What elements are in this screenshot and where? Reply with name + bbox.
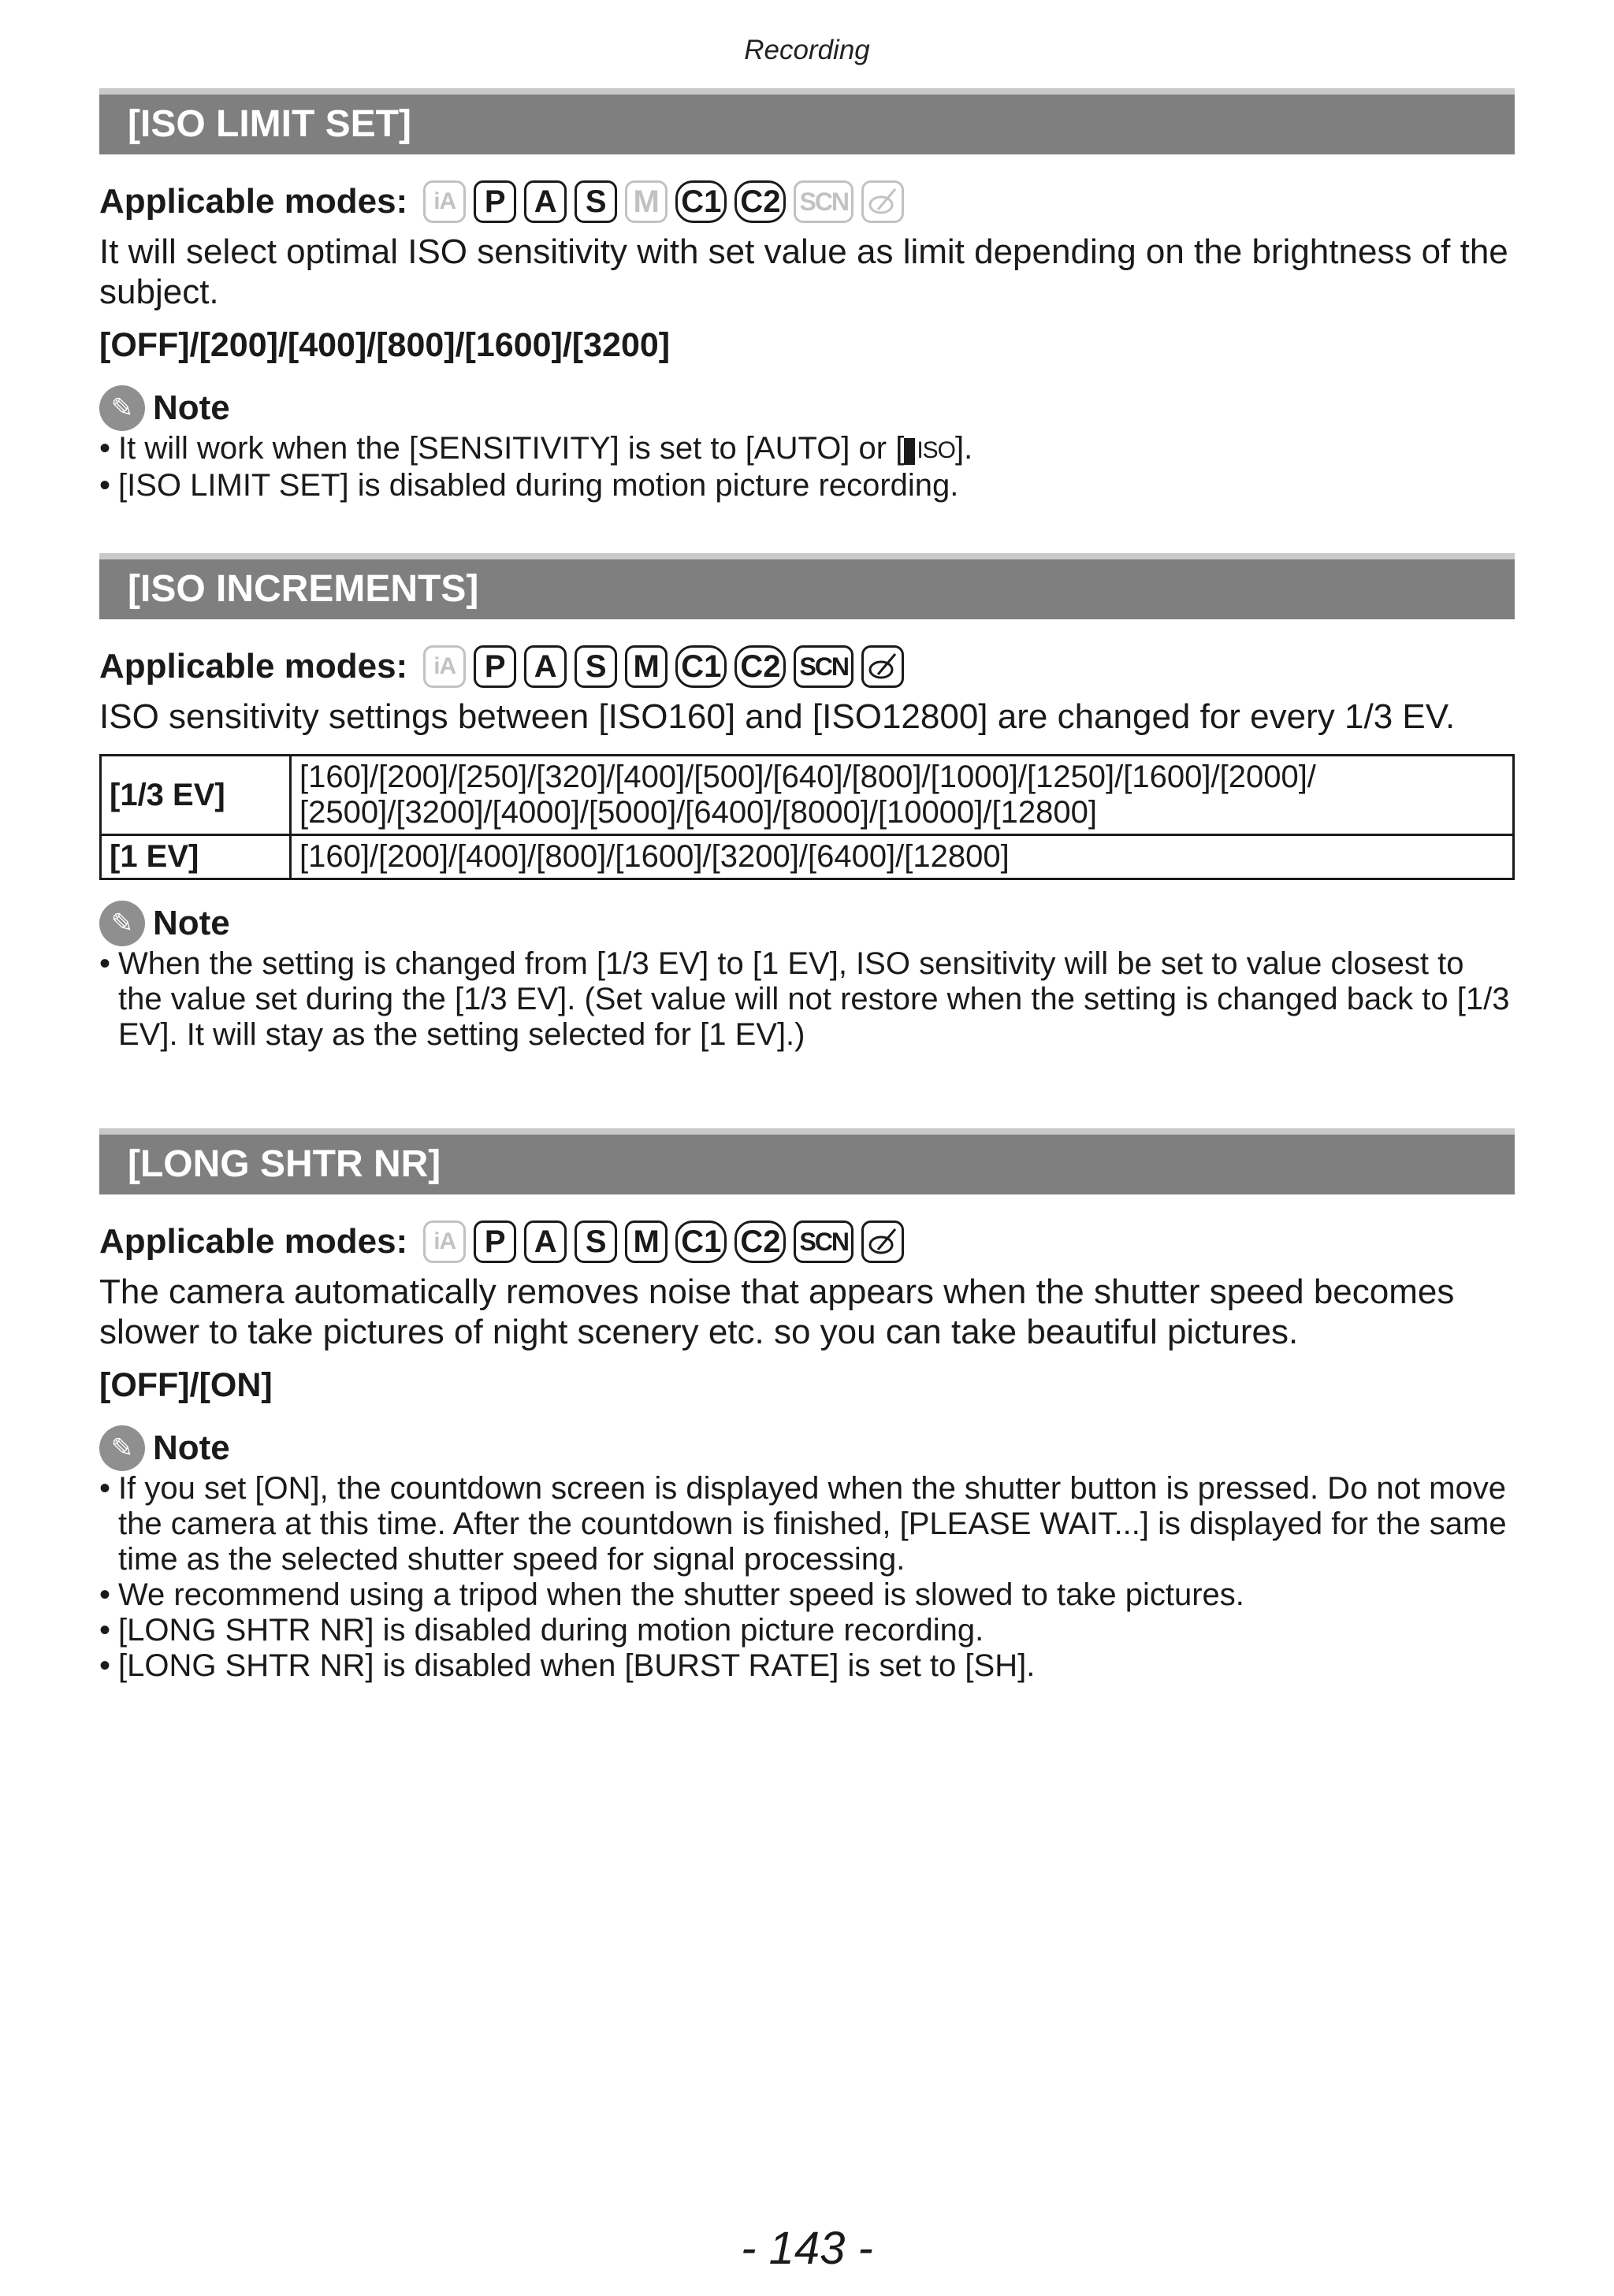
mode-s-icon: S xyxy=(575,645,617,688)
mode-p-icon: P xyxy=(474,1220,516,1263)
mode-m-icon: M xyxy=(625,645,668,688)
section-iso-limit-set xyxy=(99,88,1515,503)
applicable-modes-label: Applicable modes: xyxy=(99,647,408,685)
section-options: [OFF]/[200]/[400]/[800]/[1600]/[3200] xyxy=(99,326,671,364)
note-item: • When the setting is changed from [1/3 EV] to [1 EV], ISO sensitivity will be set to value closest to the value set during the [1/3 EV]. (Set value will not restore when the setting is changed back to [1/3 EV]. It will stay as the setting selected for [1 EV].) xyxy=(99,946,1515,1053)
table-row xyxy=(101,835,1514,879)
note-item: • [LONG SHTR NR] is disabled when [BURST RATE] is set to [SH]. xyxy=(99,1648,1515,1684)
mode-p-icon: P xyxy=(474,645,516,688)
creative-control-icon xyxy=(861,645,904,688)
note-text: ]. xyxy=(955,431,973,466)
table-cell-value: [160]/[200]/[250]/[320]/[400]/[500]/[640]/[800]/[1000]/[1250]/[1600]/[2000]/ [2500]/[3200]/[4000]/[5000]/[6400]/[8000]/[10000]/[12800] xyxy=(291,756,1514,835)
note-item: • [ISO LIMIT SET] is disabled during motion picture recording. xyxy=(99,468,1515,503)
section-long-shtr-nr xyxy=(99,1128,1515,1684)
intelligent-iso-icon: ISO xyxy=(904,433,955,468)
mode-ia-icon: iA xyxy=(423,645,466,688)
mode-a-icon: A xyxy=(524,1220,567,1263)
table-row xyxy=(101,756,1514,835)
iso-increments-table xyxy=(99,754,1515,880)
page-number: - 143 - xyxy=(741,2223,873,2274)
applicable-modes-label: Applicable modes: xyxy=(99,182,408,221)
mode-c1-icon: C1 xyxy=(675,1220,727,1263)
section-title: [ISO INCREMENTS] xyxy=(99,553,1515,619)
mode-c2-icon: C2 xyxy=(734,645,786,688)
note-header xyxy=(99,901,1515,946)
mode-scn-icon: SCN xyxy=(794,645,853,688)
note-label: Note xyxy=(153,1428,230,1467)
note-pencil-icon: ✎ xyxy=(99,385,145,431)
note-item: • [LONG SHTR NR] is disabled during motion picture recording. xyxy=(99,1613,1515,1648)
mode-a-icon: A xyxy=(524,645,567,688)
note-item: • If you set [ON], the countdown screen is displayed when the shutter button is pressed. Do not move the camera at this time. After the countdown is finished, [PLEASE WAIT...] is displayed for the same time as the selected shutter speed for signal processing. xyxy=(99,1471,1515,1577)
page-header-title: Recording xyxy=(744,35,870,65)
note-pencil-icon: ✎ xyxy=(99,1425,145,1471)
section-description: The camera automatically removes noise that appears when the shutter speed becomes slower to take pictures of night scenery etc. so you can take beautiful pictures. xyxy=(99,1272,1455,1351)
mode-c2-icon: C2 xyxy=(734,180,786,223)
applicable-modes-row xyxy=(99,641,1515,692)
section-description: ISO sensitivity settings between [ISO160] and [ISO12800] are changed for every 1/3 EV. xyxy=(99,697,1456,736)
mode-a-icon: A xyxy=(524,180,567,223)
applicable-modes-label: Applicable modes: xyxy=(99,1222,408,1261)
note-label: Note xyxy=(153,904,230,942)
table-cell-value: [160]/[200]/[400]/[800]/[1600]/[3200]/[6400]/[12800] xyxy=(291,835,1514,879)
creative-control-icon xyxy=(861,1220,904,1263)
mode-ia-icon: iA xyxy=(423,180,466,223)
applicable-modes-row xyxy=(99,1217,1515,1267)
mode-c1-icon: C1 xyxy=(675,180,727,223)
applicable-modes-row xyxy=(99,176,1515,227)
note-pencil-icon: ✎ xyxy=(99,901,145,946)
note-text: It will work when the [SENSITIVITY] is set to [AUTO] or [ xyxy=(118,431,905,466)
mode-m-icon: M xyxy=(625,180,668,223)
mode-p-icon: P xyxy=(474,180,516,223)
note-header xyxy=(99,1425,1515,1471)
mode-s-icon: S xyxy=(575,1220,617,1263)
mode-s-icon: S xyxy=(575,180,617,223)
section-iso-increments xyxy=(99,553,1515,1053)
mode-scn-icon: SCN xyxy=(794,1220,853,1263)
note-header xyxy=(99,385,1515,431)
note-label: Note xyxy=(153,388,230,427)
mode-m-icon: M xyxy=(625,1220,668,1263)
mode-scn-icon: SCN xyxy=(794,180,853,223)
note-item xyxy=(99,431,1515,468)
section-title: [ISO LIMIT SET] xyxy=(99,88,1515,154)
mode-ia-icon: iA xyxy=(423,1220,466,1263)
mode-c2-icon: C2 xyxy=(734,1220,786,1263)
section-title: [LONG SHTR NR] xyxy=(99,1128,1515,1194)
note-item: • We recommend using a tripod when the shutter speed is slowed to take pictures. xyxy=(99,1577,1515,1613)
creative-control-icon xyxy=(861,180,904,223)
section-options: [OFF]/[ON] xyxy=(99,1366,273,1404)
section-description: It will select optimal ISO sensitivity with set value as limit depending on the brightness of the subject. xyxy=(99,232,1508,311)
table-cell-key: [1 EV] xyxy=(101,835,291,879)
table-cell-key: [1/3 EV] xyxy=(101,756,291,835)
mode-c1-icon: C1 xyxy=(675,645,727,688)
